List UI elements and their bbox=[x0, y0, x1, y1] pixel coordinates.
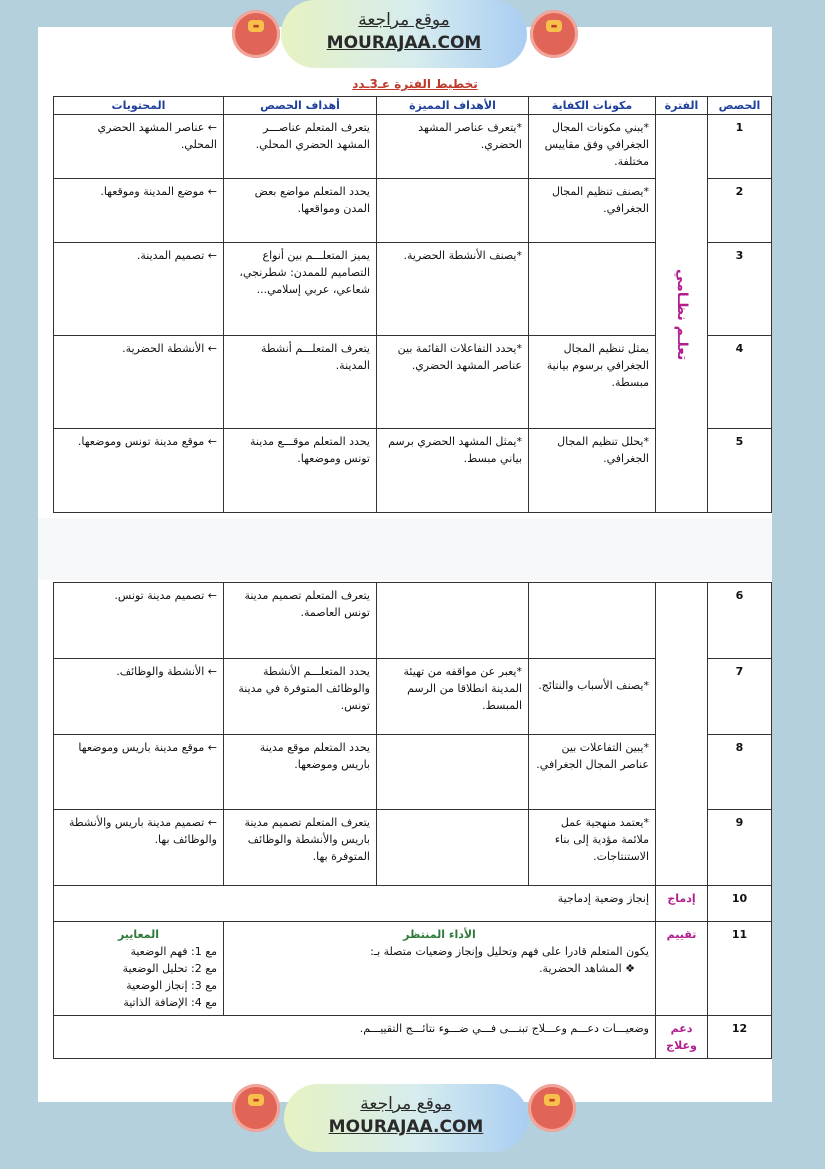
period-evaluation: تقييم bbox=[656, 922, 708, 1016]
book-icon: ▬ bbox=[248, 20, 264, 32]
session-number: 11 bbox=[708, 922, 772, 1016]
page-title: تخطيط الفترة عـ3ـدد bbox=[352, 77, 478, 91]
remediation-row bbox=[54, 1016, 772, 1059]
objective-cell bbox=[377, 810, 529, 886]
content-cell: ← موقع مدينة باريس وموضعها bbox=[54, 735, 224, 810]
session-number: 12 bbox=[708, 1016, 772, 1059]
table-row bbox=[54, 115, 772, 179]
competency-cell: *يصنف الأسباب والنتائج. bbox=[529, 659, 656, 735]
book-icon: ▬ bbox=[248, 1094, 264, 1106]
book-icon: ▬ bbox=[546, 20, 562, 32]
objective-cell bbox=[377, 583, 529, 659]
period-remediation: دعم وعلاج bbox=[656, 1016, 708, 1059]
site-banner-bottom[interactable] bbox=[284, 1084, 528, 1152]
criteria-heading: المعايير bbox=[117, 928, 160, 941]
banner-latin-title: MOURAJAA.COM bbox=[328, 1117, 484, 1137]
period-cell bbox=[656, 115, 708, 513]
page-break bbox=[38, 518, 772, 580]
header-objectives: الأهداف المميزة bbox=[377, 97, 529, 115]
site-logo-right-bottom[interactable] bbox=[528, 1084, 576, 1132]
objective-cell bbox=[377, 735, 529, 810]
banner-arabic-title: موقع مراجعة bbox=[358, 10, 450, 30]
banner-latin-title: MOURAJAA.COM bbox=[326, 33, 482, 53]
session-number: 6 bbox=[708, 583, 772, 659]
session-number: 1 bbox=[708, 115, 772, 179]
period-cell bbox=[656, 583, 708, 886]
period-label: تعلـم نظـامي bbox=[674, 269, 690, 361]
criterion: مع 1: فهم الوضعية bbox=[130, 945, 217, 958]
integration-row bbox=[54, 886, 772, 922]
session-number: 8 bbox=[708, 735, 772, 810]
competency-cell: *يحلل تنظيم المجال الجغرافي. bbox=[529, 429, 656, 513]
criterion: مع 3: إنجاز الوضعية bbox=[126, 979, 217, 992]
content-cell: ← تصميم المدينة. bbox=[54, 243, 224, 336]
performance-heading: الأداء المنتظر bbox=[403, 928, 476, 941]
performance-text: يكون المتعلم قادرا على فهم وتحليل وإنجاز وضعيات متصلة بـ: bbox=[370, 945, 649, 958]
objective-cell: *يعبر عن مواقفه من تهيئة المدينة انطلاقا من الرسم المبسط. bbox=[377, 659, 529, 735]
content-cell: ← الأنشطة الحضرية. bbox=[54, 336, 224, 429]
period-integration: إدماج bbox=[656, 886, 708, 922]
session-number: 7 bbox=[708, 659, 772, 735]
session-number: 3 bbox=[708, 243, 772, 336]
goal-cell: يتعرف المتعلم عناصـــر المشهد الحضري المحلي. bbox=[224, 115, 377, 179]
criterion: مع 2: تحليل الوضعية bbox=[122, 962, 217, 975]
competency-cell: *يصنف تنظيم المجال الجغرافي. bbox=[529, 179, 656, 243]
objective-cell: *يصنف الأنشطة الحضرية. bbox=[377, 243, 529, 336]
criterion: مع 4: الإضافة الذاتية bbox=[123, 996, 217, 1009]
objective-cell: *يمثل المشهد الحضري برسم بياني مبسط. bbox=[377, 429, 529, 513]
header-period: الفترة bbox=[656, 97, 708, 115]
session-number: 9 bbox=[708, 810, 772, 886]
goal-cell: يحدد المتعلم موقع مدينة باريس وموضعها. bbox=[224, 735, 377, 810]
content-cell: ← الأنشطة والوظائف. bbox=[54, 659, 224, 735]
goal-cell: يحدد المتعلـــم الأنشطة والوظائف المتوفرة في مدينة تونس. bbox=[224, 659, 377, 735]
competency-cell bbox=[529, 583, 656, 659]
goal-cell: يتعرف المتعلم تصميم مدينة تونس العاصمة. bbox=[224, 583, 377, 659]
session-number: 2 bbox=[708, 179, 772, 243]
header-competency: مكونات الكفاية bbox=[529, 97, 656, 115]
objective-cell bbox=[377, 179, 529, 243]
table-header-row bbox=[54, 97, 772, 115]
content-cell: ← موقع مدينة تونس وموضعها. bbox=[54, 429, 224, 513]
performance-item: ❖ المشاهد الحضرية. bbox=[539, 962, 635, 975]
competency-cell: *يعتمد منهجية عمل ملائمة مؤدية إلى بناء الاستنتاجات. bbox=[529, 810, 656, 886]
site-logo-right-top[interactable] bbox=[530, 10, 578, 58]
banner-arabic-title: موقع مراجعة bbox=[360, 1094, 452, 1114]
goal-cell: يحدد المتعلم موقـــع مدينة تونس وموضعها. bbox=[224, 429, 377, 513]
content-cell: ← تصميم مدينة تونس. bbox=[54, 583, 224, 659]
table-row bbox=[54, 583, 772, 659]
competency-cell: يمثل تنظيم المجال الجغرافي برسوم بيانية مبسطة. bbox=[529, 336, 656, 429]
session-number: 5 bbox=[708, 429, 772, 513]
session-number: 10 bbox=[708, 886, 772, 922]
goal-cell: يميز المتعلـــم بين أنواع التصاميم للممدن: شطرنجي، شعاعي، عربي إسلامي... bbox=[224, 243, 377, 336]
site-banner-top[interactable] bbox=[281, 0, 527, 68]
book-icon: ▬ bbox=[544, 1094, 560, 1106]
content-cell: ← موضع المدينة وموقعها. bbox=[54, 179, 224, 243]
session-number: 4 bbox=[708, 336, 772, 429]
header-sessions: الحصص bbox=[708, 97, 772, 115]
criteria-cell bbox=[54, 922, 224, 1016]
integration-text: إنجاز وضعية إدماجية bbox=[54, 886, 656, 922]
content-cell: ← تصميم مدينة باريس والأنشطة والوظائف بها. bbox=[54, 810, 224, 886]
header-session-goals: أهداف الحصص bbox=[224, 97, 377, 115]
site-logo-left-top[interactable] bbox=[232, 10, 280, 58]
evaluation-row bbox=[54, 922, 772, 1016]
competency-cell: *يبني مكونات المجال الجغرافي وفق مقاييس مختلفة. bbox=[529, 115, 656, 179]
objective-cell: *يحدد التفاعلات القائمة بين عناصر المشهد الحضري. bbox=[377, 336, 529, 429]
site-logo-left-bottom[interactable] bbox=[232, 1084, 280, 1132]
competency-cell: *يبين التفاعلات بين عناصر المجال الجغرافي. bbox=[529, 735, 656, 810]
plan-table-part-2 bbox=[53, 582, 772, 1059]
remediation-text: وضعيـــات دعـــم وعـــلاج تبنـــى فـــي ضـــوء نتائـــج التقييـــم. bbox=[54, 1016, 656, 1059]
header-contents: المحتويات bbox=[54, 97, 224, 115]
expected-performance-cell bbox=[224, 922, 656, 1016]
goal-cell: يتعرف المتعلـــم أنشطة المدينة. bbox=[224, 336, 377, 429]
goal-cell: يتعرف المتعلم تصميم مدينة باريس والأنشطة والوظائف المتوفرة بها. bbox=[224, 810, 377, 886]
objective-cell: *يتعرف عناصر المشهد الحضري. bbox=[377, 115, 529, 179]
content-cell: ← عناصر المشهد الحضري المحلي. bbox=[54, 115, 224, 179]
goal-cell: يحدد المتعلم مواضع بعض المدن ومواقعها. bbox=[224, 179, 377, 243]
competency-cell bbox=[529, 243, 656, 336]
plan-table-part-1 bbox=[53, 96, 772, 513]
